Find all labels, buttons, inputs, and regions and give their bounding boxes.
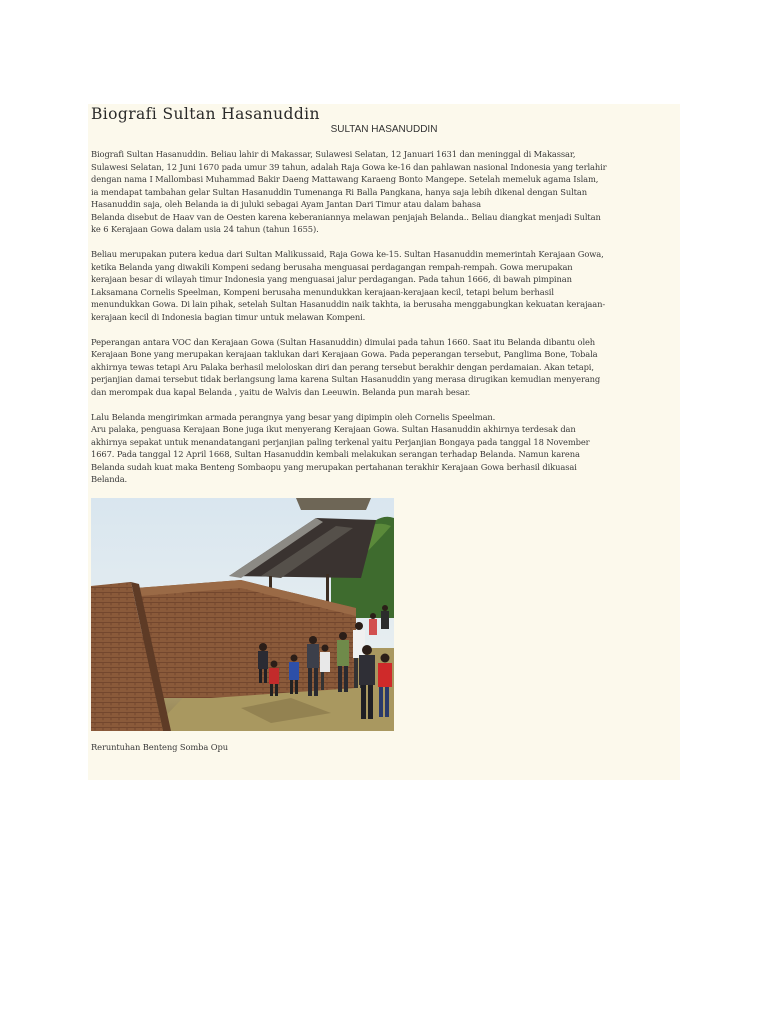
text-line: Sulawesi Selatan, 12 Juni 1670 pada umur 39 tahun, adalah Raja Gowa ke-16 dan pahlawan nasional Indonesia yang terlahir (91, 161, 607, 172)
text-line: ke 6 Kerajaan Gowa dalam usia 24 tahun (tahun 1655). (91, 224, 319, 234)
text-line: menundukkan Gowa. Di lain pihak, setelah Sultan Hasanuddin naik takhta, ia berusaha menggabungkan kekuatan kerajaan- (91, 299, 606, 309)
text-line: Hasanuddin saja, oleh Belanda ia di juluki sebagai Ayam Jantan Dari Timur atau dalam bahasa (91, 199, 481, 209)
text-line: akhirnya tewas tetapi Aru Palaka berhasil meloloskan diri dan perang tersebut berakhir dengan perdamaian. Akan tetapi, (91, 361, 594, 372)
text-line: Belanda. (91, 474, 128, 484)
paragraph (91, 411, 681, 486)
subtitle: SULTAN HASANUDDIN (330, 124, 438, 135)
photo-caption: Reruntuhan Benteng Somba Opu (91, 742, 228, 752)
text-line: perjanjian damai tersebut tidak berlangsung lama karena Sultan Hasanuddin yang merasa dirugikan kemudian menyerang (91, 374, 601, 384)
paragraph (91, 248, 681, 323)
page-title: Biografi Sultan Hasanuddin (91, 105, 320, 123)
text-line: Kerajaan Bone yang merupakan kerajaan taklukan dari Kerajaan Gowa. Pada peperangan tersebut, Panglima Bone, Tobala (91, 349, 598, 359)
text-line: ketika Belanda yang diwakili Kompeni sedang berusaha menguasai perdagangan rempah-rempah. Gowa merupakan (91, 261, 573, 272)
text-line: Aru palaka, penguasa Kerajaan Bone juga ikut menyerang Kerajaan Gowa. Sultan Hasanuddin akhirnya terdesak dan (91, 424, 576, 434)
text-line: akhirnya sepakat untuk menandatangani perjanjian paling terkenal yaitu Perjanjian Bongaya pada tanggal 18 November (91, 436, 590, 447)
text-line: ia mendapat tambahan gelar Sultan Hasanuddin Tumenanga Ri Balla Pangkana, hanya saja lebih dikenal dengan Sultan (91, 186, 588, 197)
text-line: Beliau merupakan putera kedua dari Sultan Malikussaid, Raja Gowa ke-15. Sultan Hasanuddin memerintah Kerajaan Gowa, (91, 249, 604, 259)
text-line: Belanda sudah kuat maka Benteng Sombaopu yang merupakan pertahanan terakhir Kerajaan Gowa berhasil dikuasai (91, 461, 577, 472)
text-line: Lalu Belanda mengirimkan armada perangnya yang besar yang dipimpin oleh Cornelis Speelman. (91, 411, 496, 422)
paragraph (91, 336, 681, 399)
text-line: dan merompak dua kapal Belanda , yaitu de Walvis dan Leeuwin. Belanda pun marah besar. (91, 386, 471, 397)
document-page (88, 104, 680, 780)
fort-ruins-photo (91, 498, 394, 731)
article-body (91, 148, 681, 498)
text-line: Biografi Sultan Hasanuddin. Beliau lahir di Makassar, Sulawesi Selatan, 12 Januari 1631 dan meninggal di Makassar, (91, 149, 576, 159)
text-line: Peperangan antara VOC dan Kerajaan Gowa (Sultan Hasanuddin) dimulai pada tahun 1660. Saat itu Belanda dibantu oleh (91, 336, 596, 347)
text-line: dengan nama I Mallombasi Muhammad Bakir Daeng Mattawang Karaeng Bonto Mangepe. Setelah memeluk agama Islam, (91, 174, 599, 184)
text-line: kerajaan besar di wilayah timur Indonesia yang menguasai jalur perdagangan. Pada tahun 1666, di bawah pimpinan (91, 274, 572, 284)
text-line: 1667. Pada tanggal 12 April 1668, Sultan Hasanuddin kembali melakukan serangan terhadap Belanda. Namun karena (91, 449, 580, 459)
text-line: Belanda disebut de Haav van de Oesten karena keberaniannya melawan penjajah Belanda.. Beliau diangkat menjadi Sultan (91, 211, 601, 222)
paragraph (91, 148, 681, 236)
text-line: Laksamana Cornelis Speelman, Kompeni berusaha menundukkan kerajaan-kerajaan kecil, tetapi belum berhasil (91, 286, 554, 297)
text-line: kerajaan kecil di Indonesia bagian timur untuk melawan Kompeni. (91, 311, 366, 322)
